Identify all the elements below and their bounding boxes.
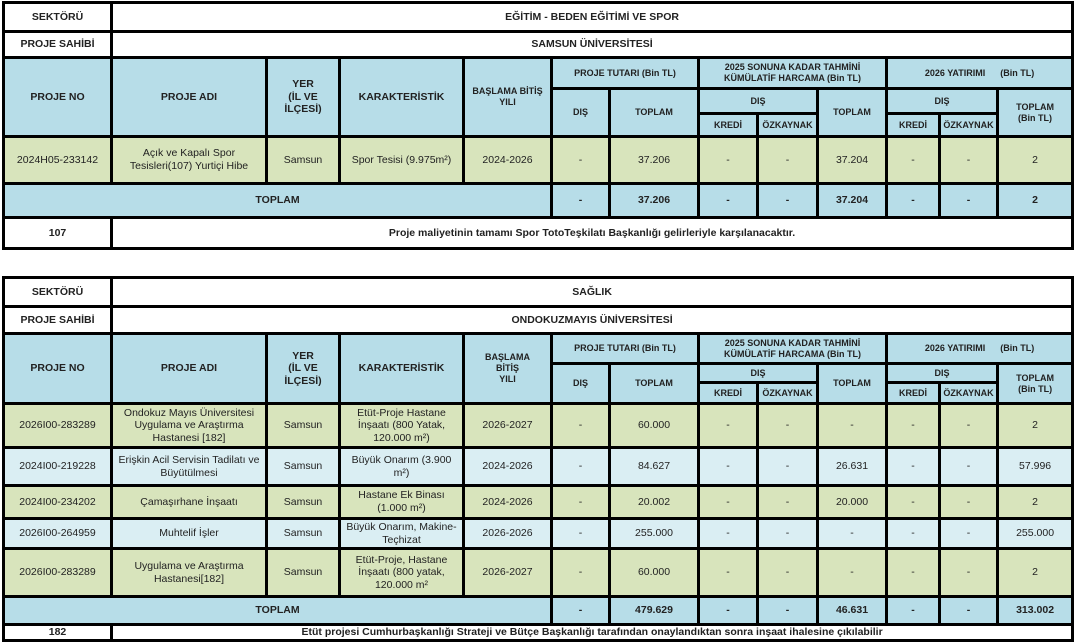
total-y-ozkaynak: - bbox=[940, 184, 998, 218]
total-h-ozkaynak: - bbox=[758, 597, 818, 625]
cell-proje-no: 2024H05-233142 bbox=[4, 137, 112, 184]
cell-proje-adi: Çamaşırhane İnşaatı bbox=[112, 486, 267, 519]
header-yatirim-unit: (Bin TL) bbox=[1000, 343, 1035, 354]
cell-y-kredi: - bbox=[887, 519, 940, 549]
header-proje-tutari: PROJE TUTARI (Bin TL) bbox=[552, 334, 699, 364]
cell-h-kredi: - bbox=[699, 448, 758, 486]
table-row bbox=[4, 519, 1073, 549]
sektor-value: EĞİTİM - BEDEN EĞİTİMİ VE SPOR bbox=[112, 3, 1073, 32]
proje-sahibi-label: PROJE SAHİBİ bbox=[4, 32, 112, 58]
header-y-ozkaynak: ÖZKAYNAK bbox=[940, 383, 998, 404]
header-yer-line1: YER bbox=[292, 78, 314, 91]
cell-proje-adi: Uygulama ve Araştırma Hastanesi[182] bbox=[112, 549, 267, 597]
footnote-text: Proje maliyetinin tamamı Spor TotoTeşkilatı Başkanlığı gelirleriyle karşılanacaktır. bbox=[112, 218, 1073, 249]
footnote-number: 182 bbox=[4, 625, 112, 641]
totals-row bbox=[4, 184, 1073, 218]
header-harcama-line2: KÜMÜLATİF HARCAMA (Bin TL) bbox=[724, 348, 861, 359]
total-y-toplam: 2 bbox=[998, 184, 1073, 218]
header-row-1 bbox=[4, 334, 1073, 364]
header-2026-yatirimi bbox=[887, 58, 1073, 89]
cell-h-ozkaynak: - bbox=[758, 549, 818, 597]
header-yer bbox=[267, 58, 340, 137]
footnote-text: Etüt projesi Cumhurbaşkanlığı Strateji ve Bütçe Başkanlığı tarafından onaylandıktan sonra inşaat ihalesine çıkılabilir bbox=[112, 625, 1073, 641]
cell-h-kredi: - bbox=[699, 137, 758, 184]
cell-y-kredi: - bbox=[887, 448, 940, 486]
cell-y-ozkaynak: - bbox=[940, 137, 998, 184]
header-y-toplam-line1: TOPLAM bbox=[1016, 101, 1054, 112]
header-y-kredi: KREDİ bbox=[887, 383, 940, 404]
cell-yil: 2026-2026 bbox=[464, 519, 552, 549]
cell-h-toplam: - bbox=[818, 519, 887, 549]
cell-pt-dis: - bbox=[552, 519, 610, 549]
cell-yer: Samsun bbox=[267, 549, 340, 597]
header-2026-yatirimi bbox=[887, 334, 1073, 364]
header-kumulatif-harcama bbox=[699, 58, 887, 89]
footnote-row bbox=[4, 218, 1073, 249]
header-y-toplam bbox=[998, 364, 1073, 404]
header-yatirim-title: 2026 YATIRIMI bbox=[924, 67, 986, 78]
cell-karakteristik: Spor Tesisi (9.975m²) bbox=[340, 137, 464, 184]
header-yili-line3: YILI bbox=[499, 373, 516, 384]
header-baslama-bitis: BAŞLAMA BİTİŞ YILI bbox=[464, 58, 552, 137]
cell-karakteristik: Etüt-Proje Hastane İnşaatı (800 Yatak, 120.000 m²) bbox=[340, 404, 464, 448]
header-y-ozkaynak: ÖZKAYNAK bbox=[940, 114, 998, 137]
cell-h-toplam: 20.000 bbox=[818, 486, 887, 519]
total-pt-dis: - bbox=[552, 597, 610, 625]
cell-h-ozkaynak: - bbox=[758, 448, 818, 486]
investment-table-egitim bbox=[2, 1, 1074, 250]
proje-sahibi-label: PROJE SAHİBİ bbox=[4, 307, 112, 334]
header-yer-line2: (İL VE İLÇESİ) bbox=[284, 362, 322, 387]
cell-h-ozkaynak: - bbox=[758, 486, 818, 519]
cell-pt-toplam: 20.002 bbox=[610, 486, 699, 519]
proje-sahibi-value: ONDOKUZMAYIS ÜNİVERSİTESİ bbox=[112, 307, 1073, 334]
cell-h-toplam: 26.631 bbox=[818, 448, 887, 486]
cell-yil: 2024-2026 bbox=[464, 486, 552, 519]
cell-y-ozkaynak: - bbox=[940, 448, 998, 486]
cell-pt-dis: - bbox=[552, 404, 610, 448]
cell-pt-dis: - bbox=[552, 448, 610, 486]
cell-h-kredi: - bbox=[699, 404, 758, 448]
cell-karakteristik: Etüt-Proje, Hastane İnşaatı (800 yatak, 120.000 m² bbox=[340, 549, 464, 597]
cell-h-ozkaynak: - bbox=[758, 404, 818, 448]
cell-karakteristik: Büyük Onarım (3.900 m²) bbox=[340, 448, 464, 486]
header-y-dis: DIŞ bbox=[887, 364, 998, 383]
header-row-1 bbox=[4, 58, 1073, 89]
header-harcama-line1: 2025 SONUNA KADAR TAHMİNİ bbox=[724, 337, 861, 348]
footnote-row bbox=[4, 625, 1073, 641]
cell-pt-dis: - bbox=[552, 137, 610, 184]
table-row bbox=[4, 448, 1073, 486]
proje-sahibi-row bbox=[4, 307, 1073, 334]
total-h-kredi: - bbox=[699, 597, 758, 625]
cell-y-ozkaynak: - bbox=[940, 519, 998, 549]
sektor-row bbox=[4, 278, 1073, 307]
header-h-dis: DIŞ bbox=[699, 89, 818, 114]
cell-pt-toplam: 37.206 bbox=[610, 137, 699, 184]
total-y-kredi: - bbox=[887, 184, 940, 218]
cell-y-toplam: 2 bbox=[998, 404, 1073, 448]
total-pt-dis: - bbox=[552, 184, 610, 218]
cell-y-kredi: - bbox=[887, 404, 940, 448]
header-h-ozkaynak: ÖZKAYNAK bbox=[758, 114, 818, 137]
sektor-label: SEKTÖRÜ bbox=[4, 278, 112, 307]
proje-sahibi-value: SAMSUN ÜNİVERSİTESİ bbox=[112, 32, 1073, 58]
header-proje-adi: PROJE ADI bbox=[112, 334, 267, 404]
header-proje-no: PROJE NO bbox=[4, 334, 112, 404]
cell-pt-toplam: 60.000 bbox=[610, 404, 699, 448]
totals-label: TOPLAM bbox=[4, 184, 552, 218]
cell-pt-toplam: 60.000 bbox=[610, 549, 699, 597]
cell-proje-adi: Açık ve Kapalı Spor Tesisleri(107) Yurtiçi Hibe bbox=[112, 137, 267, 184]
cell-y-toplam: 57.996 bbox=[998, 448, 1073, 486]
cell-h-ozkaynak: - bbox=[758, 519, 818, 549]
table-row bbox=[4, 549, 1073, 597]
cell-yil: 2024-2026 bbox=[464, 448, 552, 486]
cell-yer: Samsun bbox=[267, 448, 340, 486]
totals-row bbox=[4, 597, 1073, 625]
cell-proje-adi: Muhtelif İşler bbox=[112, 519, 267, 549]
totals-label: TOPLAM bbox=[4, 597, 552, 625]
header-h-ozkaynak: ÖZKAYNAK bbox=[758, 383, 818, 404]
cell-y-toplam: 2 bbox=[998, 486, 1073, 519]
total-y-toplam: 313.002 bbox=[998, 597, 1073, 625]
total-h-toplam: 37.204 bbox=[818, 184, 887, 218]
cell-proje-no: 2026I00-264959 bbox=[4, 519, 112, 549]
header-pt-toplam: TOPLAM bbox=[610, 89, 699, 137]
sektor-row bbox=[4, 3, 1073, 32]
sektor-value: SAĞLIK bbox=[112, 278, 1073, 307]
cell-h-kredi: - bbox=[699, 486, 758, 519]
total-h-toplam: 46.631 bbox=[818, 597, 887, 625]
header-baslama-bitis bbox=[464, 334, 552, 404]
total-pt-toplam: 479.629 bbox=[610, 597, 699, 625]
cell-pt-dis: - bbox=[552, 486, 610, 519]
header-baslama-line1: BAŞLAMA bbox=[485, 352, 530, 363]
cell-yer: Samsun bbox=[267, 486, 340, 519]
total-y-ozkaynak: - bbox=[940, 597, 998, 625]
cell-proje-no: 2026I00-283289 bbox=[4, 404, 112, 448]
cell-y-toplam: 2 bbox=[998, 137, 1073, 184]
cell-proje-no: 2024I00-234202 bbox=[4, 486, 112, 519]
header-proje-adi: PROJE ADI bbox=[112, 58, 267, 137]
header-harcama-line2: KÜMÜLATİF HARCAMA (Bin TL) bbox=[724, 73, 861, 83]
cell-y-toplam: 255.000 bbox=[998, 519, 1073, 549]
header-proje-no: PROJE NO bbox=[4, 58, 112, 137]
cell-yer: Samsun bbox=[267, 137, 340, 184]
cell-y-kredi: - bbox=[887, 137, 940, 184]
header-yatirim-title: 2026 YATIRIMI bbox=[924, 343, 986, 354]
cell-proje-adi: Erişkin Acil Servisin Tadilatı ve Büyütülmesi bbox=[112, 448, 267, 486]
footnote-number: 107 bbox=[4, 218, 112, 249]
cell-proje-no: 2026I00-283289 bbox=[4, 549, 112, 597]
cell-proje-adi: Ondokuz Mayıs Üniversitesi Uygulama ve Araştırma Hastanesi [182] bbox=[112, 404, 267, 448]
proje-sahibi-row bbox=[4, 32, 1073, 58]
header-yer-line1: YER bbox=[292, 349, 314, 362]
cell-pt-toplam: 255.000 bbox=[610, 519, 699, 549]
header-yatirim-unit: (Bin TL) bbox=[1000, 67, 1035, 78]
cell-h-kredi: - bbox=[699, 549, 758, 597]
header-h-toplam: TOPLAM bbox=[818, 364, 887, 404]
cell-yil: 2024-2026 bbox=[464, 137, 552, 184]
cell-karakteristik: Büyük Onarım, Makine-Teçhizat bbox=[340, 519, 464, 549]
sektor-label: SEKTÖRÜ bbox=[4, 3, 112, 32]
cell-y-ozkaynak: - bbox=[940, 549, 998, 597]
header-harcama-line1: 2025 SONUNA KADAR TAHMİNİ bbox=[724, 62, 861, 73]
total-h-kredi: - bbox=[699, 184, 758, 218]
total-pt-toplam: 37.206 bbox=[610, 184, 699, 218]
header-karakteristik: KARAKTERİSTİK bbox=[340, 334, 464, 404]
header-y-kredi: KREDİ bbox=[887, 114, 940, 137]
cell-yil: 2026-2027 bbox=[464, 404, 552, 448]
cell-karakteristik: Hastane Ek Binası (1.000 m²) bbox=[340, 486, 464, 519]
header-yer-line2: (İL VE İLÇESİ) bbox=[284, 90, 322, 116]
header-bitis-line2: BİTİŞ bbox=[495, 363, 519, 374]
header-y-toplam-line1: TOPLAM bbox=[1016, 372, 1054, 383]
cell-h-toplam: - bbox=[818, 549, 887, 597]
cell-y-ozkaynak: - bbox=[940, 404, 998, 448]
header-y-toplam-line2: (Bin TL) bbox=[1018, 112, 1053, 123]
total-y-kredi: - bbox=[887, 597, 940, 625]
investment-table-saglik bbox=[2, 276, 1074, 642]
header-yer bbox=[267, 334, 340, 404]
total-h-ozkaynak: - bbox=[758, 184, 818, 218]
header-y-toplam bbox=[998, 89, 1073, 137]
header-h-kredi: KREDİ bbox=[699, 383, 758, 404]
cell-yil: 2026-2027 bbox=[464, 549, 552, 597]
header-pt-dis: DIŞ bbox=[552, 89, 610, 137]
cell-h-toplam: - bbox=[818, 404, 887, 448]
header-proje-tutari: PROJE TUTARI (Bin TL) bbox=[552, 58, 699, 89]
cell-pt-dis: - bbox=[552, 549, 610, 597]
table-row bbox=[4, 486, 1073, 519]
cell-h-toplam: 37.204 bbox=[818, 137, 887, 184]
header-h-dis: DIŞ bbox=[699, 364, 818, 383]
cell-proje-no: 2024I00-219228 bbox=[4, 448, 112, 486]
cell-h-ozkaynak: - bbox=[758, 137, 818, 184]
header-h-kredi: KREDİ bbox=[699, 114, 758, 137]
header-y-dis: DIŞ bbox=[887, 89, 998, 114]
cell-y-kredi: - bbox=[887, 486, 940, 519]
header-kumulatif-harcama bbox=[699, 334, 887, 364]
cell-pt-toplam: 84.627 bbox=[610, 448, 699, 486]
cell-y-kredi: - bbox=[887, 549, 940, 597]
cell-yer: Samsun bbox=[267, 519, 340, 549]
header-pt-dis: DIŞ bbox=[552, 364, 610, 404]
header-y-toplam-line2: (Bin TL) bbox=[1018, 383, 1053, 394]
cell-yer: Samsun bbox=[267, 404, 340, 448]
table-row bbox=[4, 404, 1073, 448]
cell-h-kredi: - bbox=[699, 519, 758, 549]
cell-y-ozkaynak: - bbox=[940, 486, 998, 519]
header-pt-toplam: TOPLAM bbox=[610, 364, 699, 404]
cell-y-toplam: 2 bbox=[998, 549, 1073, 597]
table-row bbox=[4, 137, 1073, 184]
header-karakteristik: KARAKTERİSTİK bbox=[340, 58, 464, 137]
header-h-toplam: TOPLAM bbox=[818, 89, 887, 137]
